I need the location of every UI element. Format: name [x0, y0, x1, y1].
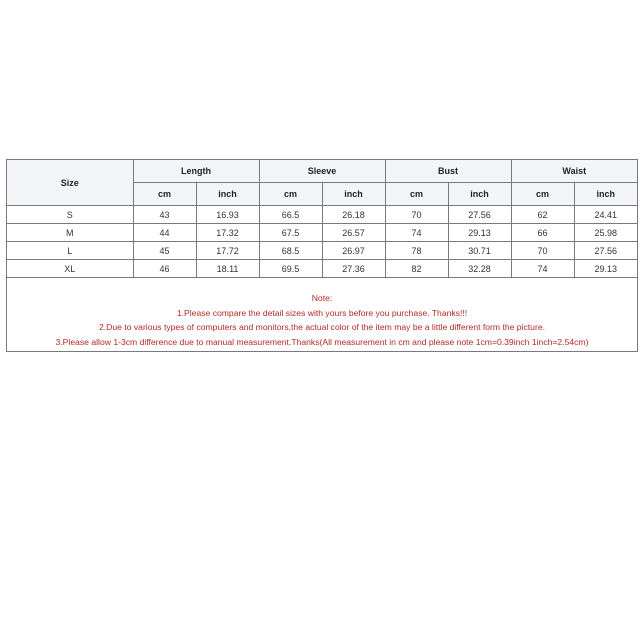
table-row	[7, 242, 637, 260]
note-title: Note:	[311, 293, 333, 303]
size-chart	[6, 159, 638, 352]
length-cm-cell: 46	[133, 260, 196, 278]
waist-inch-cell: 29.13	[574, 260, 637, 278]
length-cm-cell: 43	[133, 206, 196, 224]
length-inch-cell: 16.93	[196, 206, 259, 224]
waist-cm-cell: 74	[511, 260, 574, 278]
table-row	[7, 224, 637, 242]
note-line-3: 3.Please allow 1-3cm difference due to manual measurement.Thanks(All measurement in cm and please note 1cm=0.39inch 1inch=2.54cm)	[55, 336, 589, 347]
length-inch-cell: 17.32	[196, 224, 259, 242]
size-cell: L	[7, 242, 133, 260]
bust-inch-cell: 27.56	[448, 206, 511, 224]
unit-header-inch: inch	[322, 183, 385, 206]
sleeve-cm-cell: 69.5	[259, 260, 322, 278]
length-inch-cell: 17.72	[196, 242, 259, 260]
bust-cm-cell: 82	[385, 260, 448, 278]
unit-header-cm: cm	[511, 183, 574, 206]
length-cm-cell: 45	[133, 242, 196, 260]
note-line-2: 2.Due to various types of computers and monitors,the actual color of the item may be a little different form the picture.	[99, 322, 545, 333]
waist-header: Waist	[511, 160, 637, 183]
unit-header-inch: inch	[574, 183, 637, 206]
sleeve-header: Sleeve	[259, 160, 385, 183]
unit-header-cm: cm	[385, 183, 448, 206]
size-table	[7, 160, 637, 278]
waist-inch-cell: 24.41	[574, 206, 637, 224]
sleeve-cm-cell: 66.5	[259, 206, 322, 224]
size-cell: M	[7, 224, 133, 242]
bust-inch-cell: 32.28	[448, 260, 511, 278]
bust-inch-cell: 30.71	[448, 242, 511, 260]
bust-cm-cell: 70	[385, 206, 448, 224]
sleeve-cm-cell: 67.5	[259, 224, 322, 242]
table-row	[7, 206, 637, 224]
waist-cm-cell: 66	[511, 224, 574, 242]
waist-cm-cell: 70	[511, 242, 574, 260]
table-row	[7, 260, 637, 278]
waist-inch-cell: 25.98	[574, 224, 637, 242]
waist-inch-cell: 27.56	[574, 242, 637, 260]
unit-header-cm: cm	[259, 183, 322, 206]
bust-header: Bust	[385, 160, 511, 183]
note-line-1: 1.Please compare the detail sizes with yours before you purchase. Thanks!!!	[176, 307, 468, 318]
notes-section	[7, 291, 637, 349]
unit-header-inch: inch	[196, 183, 259, 206]
size-cell: S	[7, 206, 133, 224]
sleeve-inch-cell: 26.57	[322, 224, 385, 242]
size-cell: XL	[7, 260, 133, 278]
sleeve-inch-cell: 26.18	[322, 206, 385, 224]
length-header: Length	[133, 160, 259, 183]
sleeve-inch-cell: 27.36	[322, 260, 385, 278]
bust-cm-cell: 74	[385, 224, 448, 242]
size-column-header: Size	[7, 160, 133, 206]
sleeve-cm-cell: 68.5	[259, 242, 322, 260]
bust-inch-cell: 29.13	[448, 224, 511, 242]
sleeve-inch-cell: 26.97	[322, 242, 385, 260]
length-cm-cell: 44	[133, 224, 196, 242]
length-inch-cell: 18.11	[196, 260, 259, 278]
header-row-groups	[7, 160, 637, 183]
unit-header-cm: cm	[133, 183, 196, 206]
waist-cm-cell: 62	[511, 206, 574, 224]
unit-header-inch: inch	[448, 183, 511, 206]
bust-cm-cell: 78	[385, 242, 448, 260]
